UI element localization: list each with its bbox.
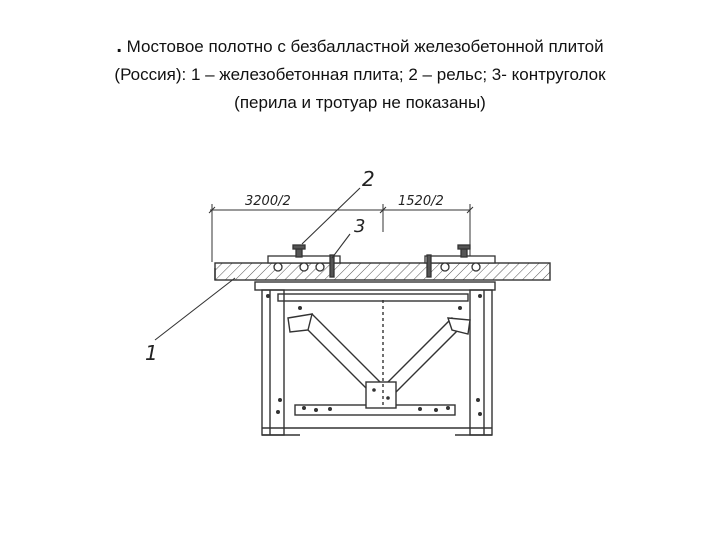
concrete-slab bbox=[215, 263, 550, 280]
dimension-lines bbox=[209, 204, 473, 262]
label-3-guard-angle: 3 bbox=[354, 216, 366, 237]
dimension-right-label: 1520/2 bbox=[398, 194, 444, 209]
cross-bracing bbox=[288, 300, 470, 408]
caption-line-3: (перила и тротуар не показаны) bbox=[234, 93, 486, 112]
caption-line-2: (Россия): 1 – железобетонная плита; 2 – рельс; 3- контруголок bbox=[114, 65, 606, 84]
main-girders bbox=[255, 282, 495, 435]
caption-bullet: . bbox=[116, 35, 122, 57]
dimension-left-label: 3200/2 bbox=[245, 194, 291, 209]
label-1-slab: 1 bbox=[145, 341, 158, 365]
label-2-rail: 2 bbox=[362, 167, 375, 191]
caption-line-1-text: Мостовое полотно с безбалластной железобетонной плитой bbox=[126, 37, 604, 56]
